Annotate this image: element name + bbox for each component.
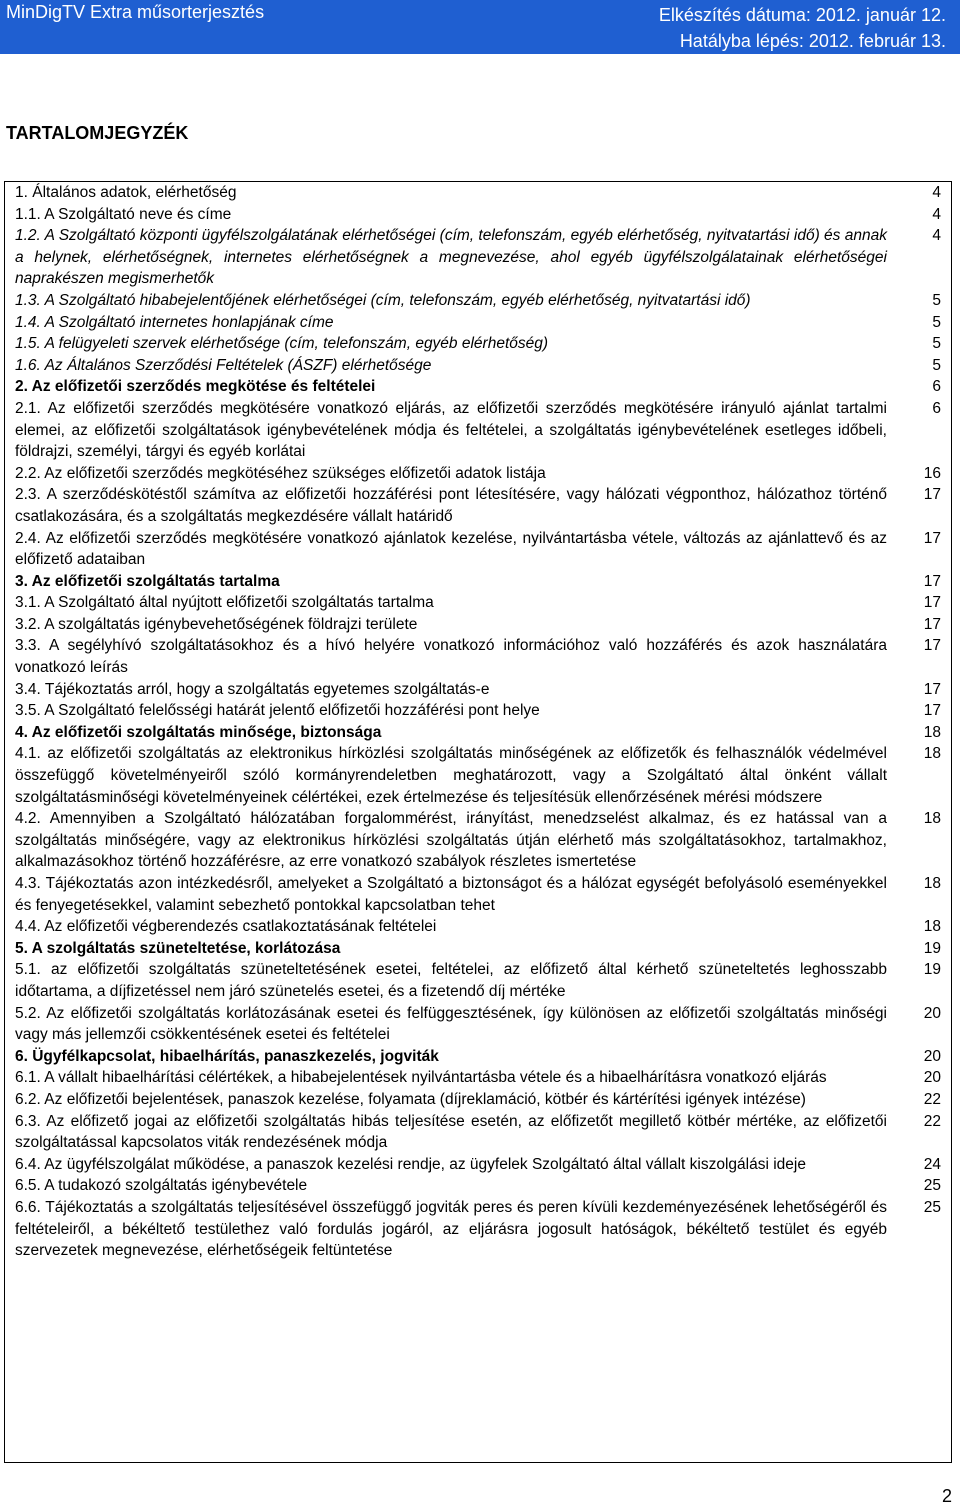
toc-entry-text: 3.1. A Szolgáltató által nyújtott előfizetői szolgáltatás tartalma xyxy=(15,594,434,612)
toc-entry-page: 19 xyxy=(923,939,941,957)
toc-entry-page: 17 xyxy=(923,594,941,612)
toc-entry[interactable] xyxy=(15,376,945,398)
toc-entry[interactable] xyxy=(15,290,945,312)
toc-entry-page: 22 xyxy=(923,1090,941,1108)
toc-entry[interactable] xyxy=(15,1175,945,1197)
toc-entry-text: 6.1. A vállalt hibaelhárítási célértékek, a hibabejelentések nyilvántartásba vétele és a hibaelhárításra vonatkozó eljárás xyxy=(15,1069,827,1087)
toc-entry-text: 4.4. Az előfizetői végberendezés csatlakoztatásának feltételei xyxy=(15,918,437,936)
toc-entry-page: 17 xyxy=(923,529,941,547)
toc-entry-page: 17 xyxy=(923,486,941,504)
toc-entry[interactable] xyxy=(15,1089,945,1111)
toc-entry-page: 17 xyxy=(923,702,941,720)
toc-entry-page: 18 xyxy=(923,745,941,763)
toc-entry[interactable] xyxy=(15,484,945,527)
toc-entry[interactable] xyxy=(15,463,945,485)
toc-entry[interactable] xyxy=(15,808,945,873)
toc-entry[interactable] xyxy=(15,398,945,463)
page-number: 2 xyxy=(941,1486,952,1506)
toc-entry[interactable] xyxy=(15,1154,945,1176)
toc-entry[interactable] xyxy=(15,1067,945,1089)
toc-entry-page: 18 xyxy=(923,810,941,828)
toc-entry-text: 1.5. A felügyeleti szervek elérhetősége (cím, telefonszám, egyéb elérhetőség) xyxy=(15,335,549,353)
toc-entry[interactable] xyxy=(15,182,945,204)
toc-entry-text: 6.5. A tudakozó szolgáltatás igénybevétele xyxy=(15,1177,308,1195)
toc-entry-page: 25 xyxy=(923,1198,941,1216)
header-dates xyxy=(659,2,946,54)
toc-entry-text: 6.6. Tájékoztatás a szolgáltatás teljesítésével összefüggő jogviták peres és peren kívüli kezdeményezésének lehetőségéről és feltételeiről, a békéltető testülethez való fordulás jogáról, az eljárásra jogosult hatóságok, békéltető testület és egyéb szervezetek megnevezése, elérhetőségeik feltüntetése xyxy=(15,1198,887,1260)
toc-entry-page: 20 xyxy=(923,1004,941,1022)
toc-entry-page: 18 xyxy=(923,723,941,741)
toc-entry-text: 1.4. A Szolgáltató internetes honlapjának címe xyxy=(15,313,334,331)
toc-entry-text: 4.1. az előfizetői szolgáltatás az elektronikus hírközlési szolgáltatás minőségének az előfizetők és felhasználók védelmével összefüggő követelményeiről szóló kormányrendeletben meghatározott, vagy a Szolgáltató által önként vállalt szolgáltatásminőségi követelményeinek célértékei, ezek értelmezése és teljesítésük ellenőrzésének mérési módszere xyxy=(15,745,887,806)
toc-entry-text: 2.4. Az előfizetői szerződés megkötésére vonatkozó ajánlatok kezelése, nyilvántartásba vétele, változás az ajánlattevő és az előfizető adataiban xyxy=(15,529,887,569)
toc-entry-text: 5.2. Az előfizetői szolgáltatás korlátozásának esetei és felfüggesztésének, így különösen az előfizetői szolgáltatás minőségi vagy más jellemzői csökkentésének esetei és feltételei xyxy=(15,1004,887,1044)
toc-entry[interactable] xyxy=(15,333,945,355)
effective-date: Hatályba lépés: 2012. február 13. xyxy=(679,31,946,51)
toc-entry-text: 6.2. Az előfizetői bejelentések, panaszok kezelése, folyamata (díjreklamáció, kötbér és kártérítési igények intézése) xyxy=(15,1090,806,1108)
toc-entry[interactable] xyxy=(15,743,945,808)
toc-entry-text: 1.2. A Szolgáltató központi ügyfélszolgálatának elérhetőségei (cím, telefonszám, egyéb elérhetőség, nyitvatartási idő) és annak a helynek, elérhetőségnek, internetes elérhetőségnek a megnevezése, ahol egyéb ügyfélszolgálatainak elérhetőségei naprakészen megismerhetők xyxy=(15,227,887,288)
toc-entry-page: 25 xyxy=(923,1177,941,1195)
toc-entry[interactable] xyxy=(15,592,945,614)
toc-entry[interactable] xyxy=(15,959,945,1002)
toc-entry-text: 1.1. A Szolgáltató neve és címe xyxy=(15,205,232,223)
toc-entry-text: 2.1. Az előfizetői szerződés megkötésére vonatkozó eljárás, az előfizetői szerződés megkötésére irányuló ajánlat tartalmi elemei, az előfizetői szolgáltatások igénybevételének módja és feltételei, a szolgáltatás igénybevételének esetleges időbeli, földrajzi, személyi, tárgyi és egyéb korlátai xyxy=(15,399,887,461)
toc-entry-page: 6 xyxy=(932,399,941,417)
toc-entry-text: 1. Általános adatok, elérhetőség xyxy=(15,184,237,201)
creation-date: Elkészítés dátuma: 2012. január 12. xyxy=(658,5,946,25)
toc-entry-text: 3.5. A Szolgáltató felelősségi határát jelentő előfizetői hozzáférési pont helye xyxy=(15,702,540,720)
toc-entry-text: 2.2. Az előfizetői szerződés megkötéséhez szükséges előfizetői adatok listája xyxy=(15,464,546,482)
toc-entry-page: 5 xyxy=(932,313,941,331)
toc-entry-page: 17 xyxy=(923,572,941,590)
toc-entry[interactable] xyxy=(15,571,945,593)
page-header xyxy=(0,0,960,54)
toc-entry-text: 1.3. A Szolgáltató hibabejelentőjének elérhetőségei (cím, telefonszám, egyéb elérhetőség, nyitvatartási idő) xyxy=(15,291,751,309)
toc-entry-page: 22 xyxy=(923,1112,941,1130)
toc-entry-text: 3. Az előfizetői szolgáltatás tartalma xyxy=(15,572,280,590)
toc-entry[interactable] xyxy=(15,635,945,678)
toc-entry-page: 5 xyxy=(932,356,941,374)
toc-entry-page: 20 xyxy=(923,1047,941,1065)
toc-entry-text: 6.4. Az ügyfélszolgálat működése, a panaszok kezelési rendje, az ügyfelek Szolgáltató által vállalt kiszolgálási ideje xyxy=(15,1155,806,1173)
toc-entry[interactable] xyxy=(15,938,945,960)
toc-entry-text: 6. Ügyfélkapcsolat, hibaelhárítás, panaszkezelés, jogviták xyxy=(15,1047,439,1065)
toc-entry-text: 3.2. A szolgáltatás igénybevehetőségének földrajzi területe xyxy=(15,615,418,633)
toc-entry-page: 4 xyxy=(932,227,941,245)
toc-entry-text: 2. Az előfizetői szerződés megkötése és feltételei xyxy=(15,378,376,396)
toc-entry[interactable] xyxy=(15,528,945,571)
toc-entry-text: 3.4. Tájékoztatás arról, hogy a szolgáltatás egyetemes szolgáltatás-e xyxy=(15,680,490,698)
toc-entry-text: 4.2. Amennyiben a Szolgáltató hálózatában forgalommérést, irányítást, menedzselést alkalmaz, és ez hatással van a szolgáltatás minőségére, vagy az elektronikus hírközlési szolgáltatás útján elérhető más szolgáltatásokhoz, tartalmakhoz, alkalmazásokhoz történő hozzáférésre, az erre vonatkozó szabályok részletes ismertetése xyxy=(15,810,887,871)
toc-entry[interactable] xyxy=(15,312,945,334)
toc-entry-page: 18 xyxy=(923,918,941,936)
toc-list xyxy=(15,182,945,1262)
toc-entry-page: 18 xyxy=(923,875,941,892)
toc-entry[interactable] xyxy=(15,700,945,722)
toc-entry-page: 4 xyxy=(932,205,941,223)
toc-entry-page: 16 xyxy=(923,464,941,482)
toc-entry-page: 20 xyxy=(923,1069,941,1087)
toc-entry-page: 17 xyxy=(923,615,941,633)
toc-entry-page: 4 xyxy=(932,184,941,201)
header-title: MinDigTV Extra műsorterjesztés xyxy=(6,2,265,22)
toc-entry-page: 17 xyxy=(923,680,941,698)
toc-entry-text: 4.3. Tájékoztatás azon intézkedésről, amelyeket a Szolgáltató a biztonságot és a hálózat egységét befolyásoló eseményekkel és fenyegetésekkel, valamint sebezhető pontokkal kapcsolatban tehet xyxy=(15,875,887,914)
toc-entry-page: 6 xyxy=(932,378,941,396)
toc-entry-text: 2.3. A szerződéskötéstől számítva az előfizetői hozzáférési pont létesítésére, vagy hálózati végponthoz, hálózathoz történő csatlakozására, és a szolgáltatás megkezdésére vállalt határidő xyxy=(15,486,887,525)
toc-entry-text: 3.3. A segélyhívó szolgáltatásokhoz és a hívó helyére vonatkozó információhoz való hozzáférés és azok használatára vonatkozó leírás xyxy=(15,637,887,677)
toc-entry[interactable] xyxy=(15,355,945,377)
toc-entry-text: 5. A szolgáltatás szüneteltetése, korlátozása xyxy=(15,939,341,957)
toc-entry-text: 1.6. Az Általános Szerződési Feltételek (ÁSZF) elérhetősége xyxy=(15,356,432,374)
toc-entry-page: 19 xyxy=(923,961,941,979)
toc-entry[interactable] xyxy=(15,1111,945,1154)
toc-entry-page: 17 xyxy=(923,637,941,655)
toc-entry[interactable] xyxy=(15,1003,945,1046)
toc-entry-text: 4. Az előfizetői szolgáltatás minősége, biztonsága xyxy=(15,723,382,741)
toc-title: TARTALOMJEGYZÉK xyxy=(6,123,189,143)
toc-entry-text: 5.1. az előfizetői szolgáltatás szüneteltetésének esetei, feltételei, az előfizető által kérhető szüneteltetés leghosszabb időtartama, a díjfizetéssel nem járó szünetelés esetei, és a fizetendő díj mértéke xyxy=(15,961,887,1000)
toc-entry-text: 6.3. Az előfizető jogai az előfizetői szolgáltatás hibás teljesítése esetén, az előfizetőt megillető kötbér mértéke, az előfizetői szolgáltatással kapcsolatos viták rendezésének módja xyxy=(15,1112,887,1152)
toc-entry[interactable] xyxy=(15,722,945,744)
toc-entry-page: 5 xyxy=(932,335,941,353)
toc-entry[interactable] xyxy=(15,614,945,636)
toc-entry[interactable] xyxy=(15,204,945,226)
toc-entry[interactable] xyxy=(15,225,945,290)
toc-entry[interactable] xyxy=(15,873,945,916)
toc-entry[interactable] xyxy=(15,679,945,701)
toc-table xyxy=(4,181,952,1463)
toc-entry-page: 5 xyxy=(932,291,941,309)
toc-entry[interactable] xyxy=(15,916,945,938)
toc-entry[interactable] xyxy=(15,1046,945,1068)
toc-entry[interactable] xyxy=(15,1197,945,1262)
toc-entry-page: 24 xyxy=(923,1155,941,1173)
